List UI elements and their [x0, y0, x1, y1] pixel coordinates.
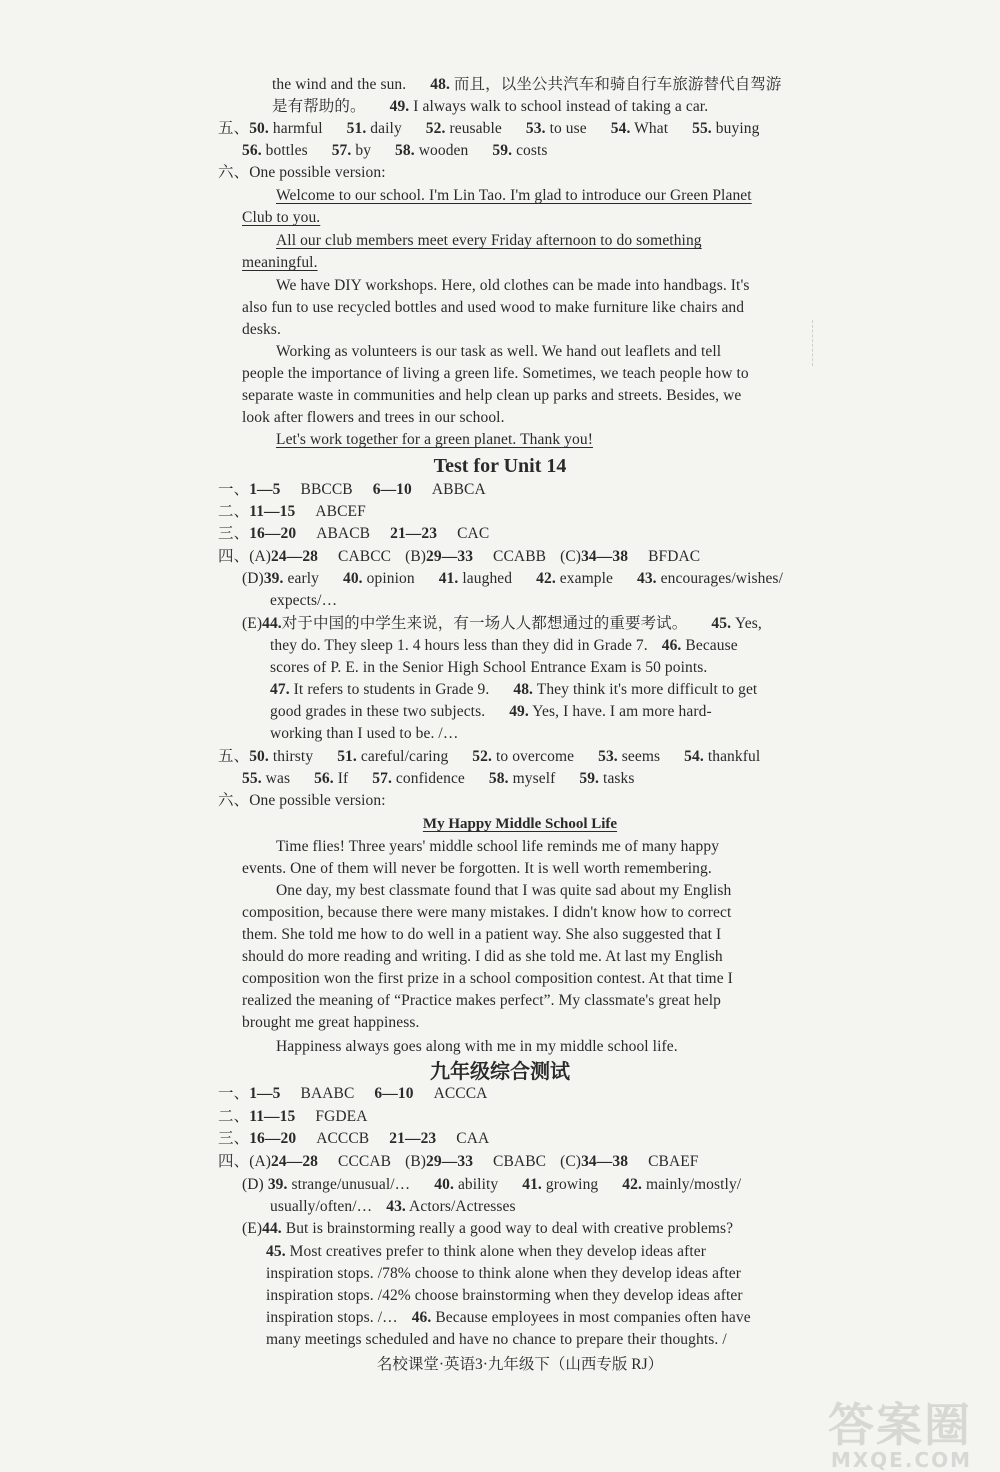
- answer-line: [272, 75, 782, 95]
- part-2-line: [218, 502, 366, 522]
- part-4e-line-5: [270, 702, 712, 722]
- question-number: 42.: [622, 1176, 642, 1193]
- question-number: 39.: [263, 570, 284, 587]
- part-4e-line-4: [270, 680, 757, 700]
- answer-text: early: [287, 570, 319, 587]
- essay-line: should do more reading and writing. I did as she told me. At last my English: [242, 948, 723, 965]
- sub-part-label: (E): [242, 1220, 263, 1237]
- answer-text: ACCCB: [316, 1130, 370, 1147]
- answer-text: usually/often/…: [270, 1198, 373, 1215]
- question-number: 41.: [522, 1176, 542, 1193]
- section-label: 三、: [218, 525, 250, 542]
- watermark: [828, 1400, 972, 1470]
- question-number: 45.: [266, 1243, 286, 1260]
- essay-line: All our club members meet every Friday afternoon to do something: [276, 232, 702, 249]
- section-label: 二、: [218, 503, 250, 520]
- essay-line: Working as volunteers is our task as well. We hand out leaflets and tell: [276, 343, 722, 360]
- sub-part-label: (A): [249, 1153, 272, 1170]
- answer-text: Yes,: [735, 615, 762, 632]
- question-number: 51.: [337, 748, 357, 765]
- section-5-line-1: [218, 119, 759, 139]
- question-range: 34—38: [581, 1153, 629, 1170]
- essay-line: Let's work together for a green planet. Thank you!: [276, 431, 593, 448]
- essay-line: Club to you.: [242, 209, 321, 226]
- answer-text: buying: [715, 120, 760, 137]
- question-range: 29—33: [426, 1153, 474, 1170]
- part-4-line: [218, 1152, 699, 1172]
- answer-text: bottles: [265, 142, 308, 159]
- answer-text: CAA: [456, 1130, 490, 1147]
- sub-part-label: (C): [560, 548, 582, 565]
- question-number: 50.: [249, 120, 269, 137]
- answer-line: [272, 97, 708, 117]
- question-number: 56.: [242, 142, 262, 159]
- question-range: 11—15: [249, 503, 296, 520]
- question-number: 55.: [692, 120, 712, 137]
- page-footer: 名校课堂·英语3·九年级下（山西专版 RJ）: [376, 1356, 664, 1373]
- essay-line: composition, because there were many mistakes. I didn't know how to correct: [242, 904, 732, 921]
- question-number: 50.: [249, 748, 269, 765]
- answer-text: tasks: [603, 770, 635, 787]
- question-range: 16—20: [249, 525, 297, 542]
- question-number: 44.: [262, 615, 282, 632]
- question-number: 49.: [509, 703, 529, 720]
- section-label: 二、: [218, 1108, 250, 1125]
- essay-title: My Happy Middle School Life: [422, 816, 618, 832]
- answer-text: Because employees in most companies often have: [435, 1309, 751, 1326]
- part-4e-line-2: [270, 636, 738, 656]
- question-number: 54.: [610, 120, 631, 137]
- question-range: 1—5: [249, 481, 281, 498]
- essay-line: also fun to use recycled bottles and used wood to make furniture like chairs and: [242, 299, 745, 316]
- part-1-line: [218, 1084, 487, 1104]
- part-4e-line-2: [266, 1242, 706, 1262]
- answer-text: daily: [370, 120, 402, 137]
- sub-part-label: (E): [242, 615, 263, 632]
- essay-line: meaningful.: [242, 254, 318, 271]
- question-number: 57.: [372, 770, 392, 787]
- answer-text: laughed: [462, 570, 513, 587]
- answer-text: If: [337, 770, 349, 787]
- answer-text: CAC: [457, 525, 490, 542]
- question-number: 59.: [579, 770, 600, 787]
- question-number: 52.: [472, 748, 492, 765]
- sub-part-label: (B): [405, 1153, 427, 1170]
- answer-text: CCCAB: [338, 1153, 392, 1170]
- question-range: 24—28: [271, 1153, 319, 1170]
- question-number: 46.: [661, 637, 682, 654]
- answer-text: CBAEF: [648, 1153, 699, 1170]
- answer-text: CCABB: [493, 548, 547, 565]
- answer-text: growing: [545, 1176, 599, 1193]
- answer-text: confidence: [395, 770, 465, 787]
- question-number: 56.: [314, 770, 334, 787]
- answer-text: scores of P. E. in the Senior High School Entrance Exam is 50 points.: [270, 659, 708, 676]
- part-1-line: [218, 480, 486, 500]
- answer-text: careful/caring: [360, 748, 449, 765]
- answer-text: BFDAC: [648, 548, 701, 565]
- answer-text: CBABC: [493, 1153, 547, 1170]
- question-range: 16—20: [249, 1130, 297, 1147]
- answer-text: they do. They sleep 1. 4 hours less than they did in Grade 7.: [270, 637, 648, 654]
- question-number: 48.: [430, 76, 450, 93]
- answer-text: I always walk to school instead of taking a car.: [413, 98, 709, 115]
- essay-line: them. She told me how to do well in a patient way. She also suggested that I: [242, 926, 722, 943]
- question-number: 54.: [684, 748, 704, 765]
- answer-text: example: [559, 570, 613, 587]
- answer-text: ABCEF: [315, 503, 366, 520]
- section-5-line-2: [242, 141, 548, 161]
- question-range: 6—10: [372, 481, 412, 498]
- part-4d-line-1: [242, 1175, 741, 1195]
- question-range: 1—5: [249, 1085, 281, 1102]
- part-4e-line-5: [266, 1308, 751, 1328]
- question-number: 47.: [270, 681, 290, 698]
- section-6-label: 六、One possible version:: [218, 164, 386, 181]
- question-number: 59.: [492, 142, 513, 159]
- question-number: 45.: [711, 615, 732, 632]
- answer-text: What: [634, 120, 669, 137]
- answer-text: 是有帮助的。: [272, 98, 366, 115]
- essay-line: Happiness always goes along with me in my middle school life.: [276, 1038, 678, 1055]
- essay-line: composition won the first prize in a school composition contest. At that time I: [242, 970, 733, 987]
- section-title: Test for Unit 14: [433, 455, 567, 477]
- answer-text: FGDEA: [315, 1108, 368, 1125]
- section-label: 一、: [218, 481, 250, 498]
- answer-text: by: [355, 142, 372, 159]
- answer-text: good grades in these two subjects.: [270, 703, 486, 720]
- answer-text: ABACB: [316, 525, 371, 542]
- answer-text: BBCCB: [300, 481, 353, 498]
- section-title: 九年级综合测试: [430, 1061, 570, 1083]
- answer-text: 对于中国的中学生来说，有一场人人都想通过的重要考试。: [281, 615, 688, 632]
- question-number: 48.: [513, 681, 534, 698]
- answer-text: ability: [457, 1176, 499, 1193]
- question-number: 49.: [389, 98, 410, 115]
- sub-part-label: (A): [249, 548, 272, 565]
- answer-text: But is brainstorming really a good way to deal with creative problems?: [285, 1220, 734, 1237]
- section-label: 五、: [218, 120, 250, 137]
- section-6-label: 六、One possible version:: [218, 792, 386, 809]
- answer-text: reusable: [449, 120, 502, 137]
- question-number: 41.: [438, 570, 459, 587]
- part-4d-line-1: [242, 569, 783, 589]
- answer-text: 而且，以坐公共汽车和骑自行车旅游替代自驾游: [453, 76, 782, 93]
- answer-text: to use: [549, 120, 587, 137]
- answer-text: wooden: [418, 142, 469, 159]
- answer-text: was: [265, 770, 291, 787]
- question-number: 40.: [434, 1176, 454, 1193]
- essay-line: separate waste in communities and help clean up parks and streets. Besides, we: [242, 387, 742, 404]
- watermark-logo-text: 答案圈: [828, 1398, 972, 1452]
- question-number: 58.: [488, 770, 509, 787]
- essay-line: events. One of them will never be forgotten. It is well worth remembering.: [242, 860, 712, 877]
- question-number: 53.: [525, 120, 546, 137]
- question-number: 55.: [242, 770, 262, 787]
- answer-text: thankful: [707, 748, 761, 765]
- essay-line: realized the meaning of “Practice makes perfect”. My classmate's great help: [242, 992, 721, 1009]
- answer-text: CABCC: [338, 548, 392, 565]
- sub-part-label: (D): [242, 570, 264, 587]
- answer-text: They think it's more difficult to get: [536, 681, 758, 698]
- question-range: 24—28: [271, 548, 319, 565]
- answer-text: Because: [685, 637, 738, 654]
- essay-line: Time flies! Three years' middle school life reminds me of many happy: [276, 838, 720, 855]
- watermark-url: MXQE.COM: [830, 1448, 972, 1472]
- answer-text: seems: [621, 748, 661, 765]
- question-number: 39.: [267, 1176, 288, 1193]
- question-number: 52.: [425, 120, 446, 137]
- sub-part-label: (B): [405, 548, 427, 565]
- answer-text: many meetings scheduled and have no chance to prepare their thoughts. /: [266, 1331, 727, 1348]
- question-range: 21—23: [390, 525, 438, 542]
- essay-line: One day, my best classmate found that I was quite sad about my English: [276, 882, 732, 899]
- answer-text: Actors/Actresses: [409, 1198, 516, 1215]
- answer-text: ACCCA: [433, 1085, 488, 1102]
- answer-text: inspiration stops. /78% choose to think alone when they develop ideas after: [266, 1265, 741, 1282]
- essay-line: We have DIY workshops. Here, old clothes can be made into handbags. It's: [276, 277, 750, 294]
- answer-text: expects/…: [270, 592, 338, 609]
- question-range: 29—33: [426, 548, 474, 565]
- section-label: 四、: [218, 1153, 250, 1170]
- answer-text: strange/unusual/…: [291, 1176, 411, 1193]
- sub-part-label: (C): [560, 1153, 582, 1170]
- question-number: 40.: [342, 570, 363, 587]
- answer-text: ABBCA: [431, 481, 486, 498]
- question-range: 11—15: [249, 1108, 296, 1125]
- sub-part-label: (D): [242, 1176, 264, 1193]
- answer-text: myself: [512, 770, 556, 787]
- answer-text: It refers to students in Grade 9.: [293, 681, 490, 698]
- answer-text: costs: [516, 142, 548, 159]
- answer-text: thirsty: [272, 748, 314, 765]
- question-number: 42.: [536, 570, 556, 587]
- answer-text: encourages/wishes/: [660, 570, 783, 587]
- answer-text: Most creatives prefer to think alone when they develop ideas after: [289, 1243, 707, 1260]
- answer-text: inspiration stops. /42% choose brainstorming when they develop ideas after: [266, 1287, 743, 1304]
- essay-line: people the importance of living a green life. Sometimes, we teach people how to: [242, 365, 749, 382]
- part-4-line: [218, 547, 700, 567]
- question-number: 43.: [386, 1198, 406, 1215]
- question-number: 43.: [636, 570, 657, 587]
- essay-line: brought me great happiness.: [242, 1014, 420, 1031]
- answer-text: the wind and the sun.: [272, 76, 407, 93]
- question-range: 6—10: [374, 1085, 414, 1102]
- scan-edge-mark: [812, 320, 823, 366]
- question-range: 34—38: [581, 548, 629, 565]
- essay-line: Welcome to our school. I'm Lin Tao. I'm glad to introduce our Green Planet: [276, 187, 752, 204]
- question-number: 58.: [395, 142, 415, 159]
- section-label: 三、: [218, 1130, 250, 1147]
- answer-text: inspiration stops. /…: [266, 1309, 398, 1326]
- part-2-line: [218, 1107, 368, 1127]
- answer-text: Yes, I have. I am more hard-: [532, 703, 712, 720]
- answer-text: BAABC: [300, 1085, 355, 1102]
- part-4e-line-1: [242, 614, 762, 634]
- answer-text: mainly/mostly/: [645, 1176, 742, 1193]
- section-label: 五、: [218, 748, 250, 765]
- question-number: 46.: [411, 1309, 432, 1326]
- section-label: 四、: [218, 548, 250, 565]
- part-3-line: [218, 524, 489, 544]
- part-4d-line-2: [270, 1197, 516, 1217]
- question-number: 57.: [331, 142, 352, 159]
- answer-text: to overcome: [495, 748, 575, 765]
- essay-line: look after flowers and trees in our school.: [242, 409, 505, 426]
- part-5-line-2: [242, 769, 635, 789]
- question-number: 44.: [262, 1220, 282, 1237]
- section-label: 一、: [218, 1085, 250, 1102]
- part-3-line: [218, 1129, 489, 1149]
- answer-text: working than I used to be. /…: [270, 725, 459, 742]
- question-range: 21—23: [389, 1130, 437, 1147]
- part-4e-line-1: [242, 1219, 733, 1239]
- question-number: 53.: [598, 748, 618, 765]
- part-5-line-1: [218, 747, 760, 767]
- essay-line: desks.: [242, 321, 281, 338]
- question-number: 51.: [346, 120, 367, 137]
- answer-text: harmful: [272, 120, 323, 137]
- answer-text: opinion: [366, 570, 415, 587]
